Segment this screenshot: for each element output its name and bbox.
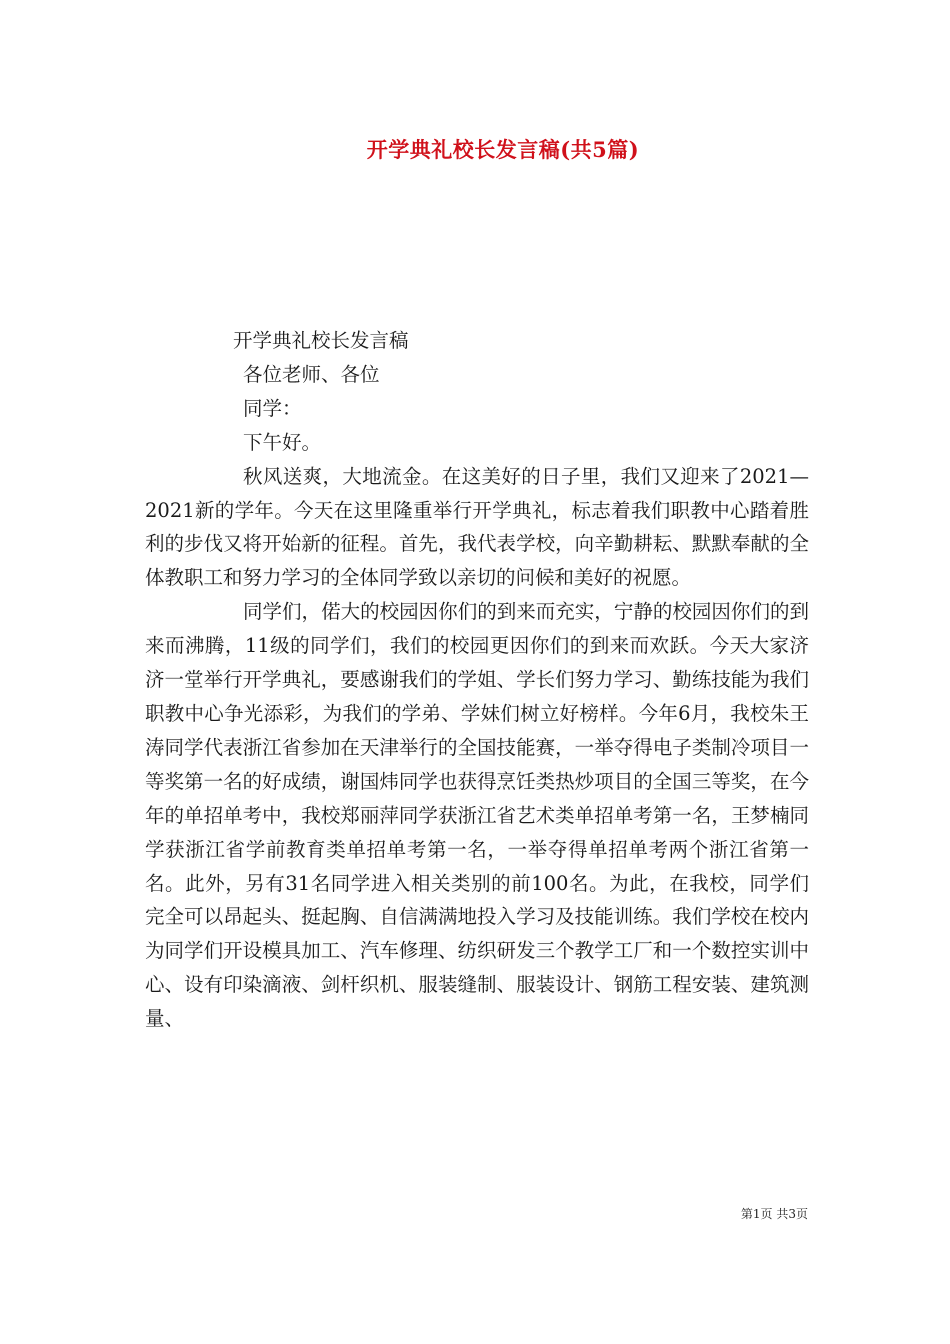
page-number-footer: 第1页 共3页 bbox=[740, 1207, 808, 1221]
body-paragraph-2: 同学们，偌大的校园因你们的到来而充实，宁静的校园因你们的到来而沸腾，11级的同学们，我们的校园更因你们的到来而欢跃。今天大家济济一堂举行开学典礼，要感谢我们的学姐、学长们努力学习、勤练技能为我们职教中心争光添彩，为我们的学弟、学妹们树立好榜样。今年6月，我校朱王涛同学代表浙江省参加在天津举行的全国技能赛，一举夺得电子类制冷项目一等奖第一名的好成绩，谢国炜同学也获得烹饪类热炒项目的全国三等奖，在今年的单招单考中，我校郑丽萍同学获浙江省艺术类单招单考第一名，王梦楠同学获浙江省学前教育类单招单考第一名，一举夺得单招单考两个浙江省第一名。此外，另有31名同学进入相关类别的前100名。为此，在我校，同学们完全可以昂起头、挺起胸、自信满满地投入学习及技能训练。我们学校在校内为同学们开设模具加工、汽车修理、纺织研发三个教学工厂和一个数控实训中心、设有印染滴液、剑杆织机、服装缝制、服装设计、钢筋工程安装、建筑测量、 bbox=[145, 600, 809, 1031]
body-paragraph-1: 秋风送爽，大地流金。在这美好的日子里，我们又迎来了2021—2021新的学年。今天在这里隆重举行开学典礼，标志着我们职教中心踏着胜利的步伐又将开始新的征程。首先，我代表学校，向辛勤耕耘、默默奉献的全体教职工和努力学习的全体同学致以亲切的问候和美好的祝愿。 bbox=[145, 464, 809, 590]
speech-subheading: 开学典礼校长发言稿 bbox=[233, 329, 409, 352]
document-title: 开学典礼校长发言稿(共5篇) bbox=[366, 137, 640, 162]
greeting-line: 下午好。 bbox=[243, 430, 322, 454]
salutation-line-2: 同学： bbox=[243, 396, 302, 420]
salutation-line-1: 各位老师、各位 bbox=[243, 362, 380, 386]
document-body bbox=[145, 324, 809, 1036]
